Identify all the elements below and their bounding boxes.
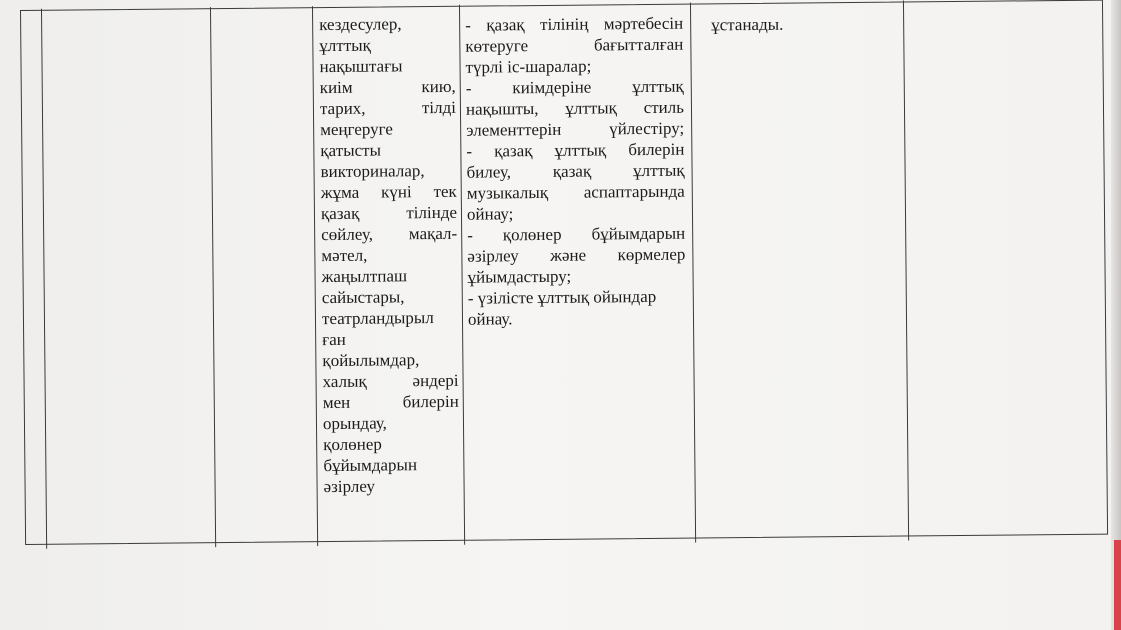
- cell-line: қатысты: [320, 140, 382, 161]
- cell-line: орындау,: [322, 413, 387, 434]
- cell-line: сөйлеу, мақал-: [321, 223, 458, 245]
- cell-line: нақышты, ұлттық стиль: [465, 97, 685, 119]
- cell-line: ұлттық: [319, 35, 371, 56]
- cell-line: қойылымдар,: [322, 350, 420, 371]
- cell-line: билеу, қазақ ұлттық: [466, 160, 685, 182]
- cell-line: мен билерін: [322, 391, 459, 413]
- column-divider: [210, 7, 216, 547]
- page-edge-shadow: [1111, 0, 1121, 630]
- cell-line: ұйымдастыру;: [467, 266, 572, 287]
- notes-cell: [711, 13, 891, 36]
- cell-line: сайыстары,: [321, 287, 405, 308]
- cell-line: халық әндері: [322, 370, 459, 392]
- cell-line: түрлі іс-шаралар;: [465, 56, 592, 77]
- events-cell: [319, 13, 460, 497]
- column-divider: [312, 6, 318, 546]
- column-divider: [903, 1, 909, 541]
- cell-line: бұйымдарын: [323, 455, 418, 476]
- cell-line: викториналар,: [320, 161, 425, 182]
- cell-line: жұма күні тек: [320, 181, 457, 203]
- cell-line: нақыштағы: [319, 56, 403, 77]
- cell-line: әзірлеу және көрмелер: [467, 244, 686, 266]
- activities-cell: [465, 13, 686, 330]
- column-divider: [41, 9, 47, 549]
- cell-line: ұстанады.: [711, 14, 784, 35]
- cell-line: мәтел,: [321, 245, 368, 266]
- cell-line: ойнау.: [467, 309, 513, 329]
- cell-line: тарих, тілді: [319, 97, 457, 119]
- cell-line: меңгеруге: [320, 119, 394, 140]
- cell-line: - қолөнер бұйымдарын: [467, 223, 686, 245]
- cell-line: элементтерін үйлестіру;: [466, 118, 685, 140]
- column-divider: [690, 3, 696, 543]
- cell-line: қолөнер: [323, 434, 382, 455]
- cell-line: - үзілісте ұлттық ойындар: [467, 286, 657, 308]
- cell-line: театрландырыл: [321, 308, 434, 329]
- activity-table: [20, 0, 1108, 545]
- cell-line: ған: [322, 329, 346, 350]
- cell-line: - қазақ ұлттық билерін: [466, 139, 685, 161]
- cell-line: - киімдеріне ұлттық: [465, 76, 684, 98]
- column-divider: [459, 5, 465, 545]
- cell-line: кездесулер,: [319, 14, 402, 35]
- page-edge-red-mark: [1114, 540, 1121, 630]
- cell-line: музыкалық аспаптарында: [466, 181, 685, 203]
- cell-line: қазақ тілінде: [320, 202, 458, 224]
- cell-line: әзірлеу: [323, 476, 376, 497]
- cell-line: көтеруге бағытталған: [465, 34, 684, 56]
- cell-line: ойнау;: [466, 204, 514, 224]
- cell-line: киім кию,: [319, 76, 456, 98]
- cell-line: жаңылтпаш: [321, 266, 408, 287]
- cell-line: - қазақ тілінің мәртебесін: [465, 13, 684, 35]
